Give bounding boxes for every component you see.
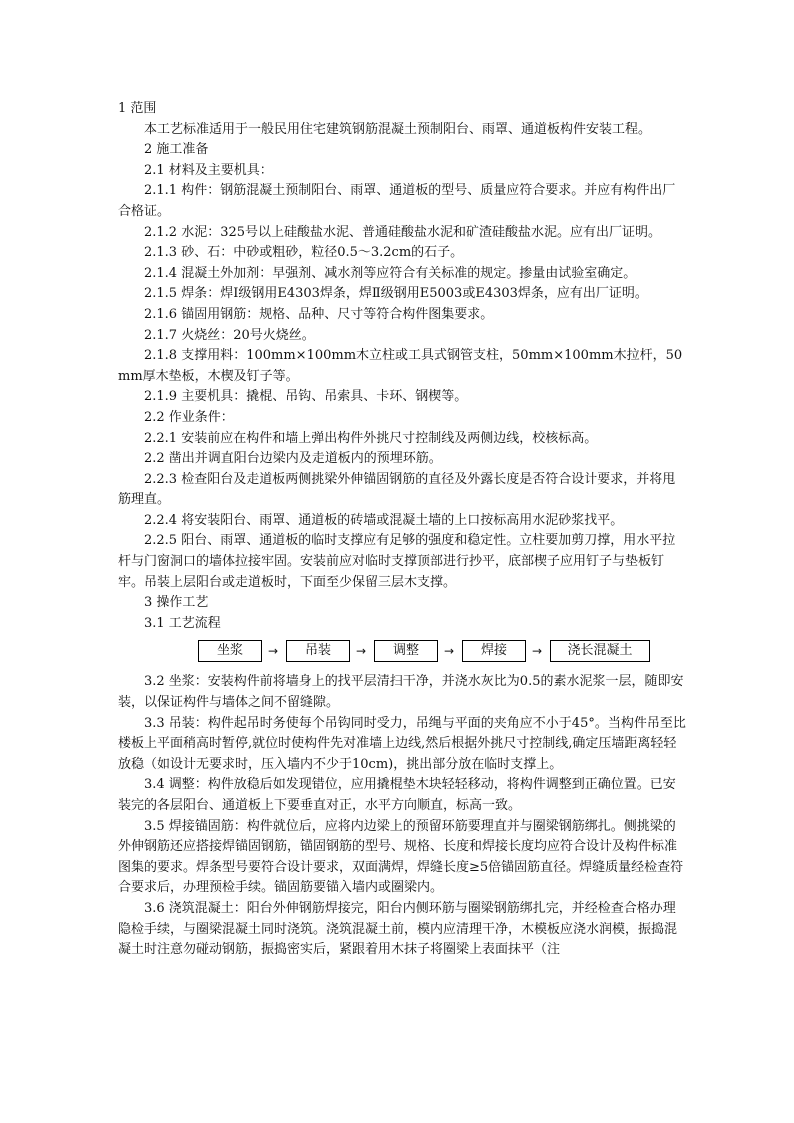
paragraph: 2.1.2 水泥：325号以上硅酸盐水泥、普通硅酸盐水泥和矿渣硅酸盐水泥。应有出厂证明。	[144, 224, 662, 240]
paragraph: 2.1.4 混凝土外加剂：早强剂、减水剂等应符合有关标准的规定。掺量由试验室确定。	[144, 265, 637, 281]
flow-arrow: →	[444, 644, 455, 659]
paragraph: 2.1.6 锚固用钢筋：规格、品种、尺寸等符合构件图集要求。	[144, 306, 494, 322]
flow-step-box: 吊装	[286, 640, 350, 662]
flow-step-box: 焊接	[462, 640, 526, 662]
flow-step-box: 坐浆	[198, 640, 262, 662]
paragraph: 本工艺标准适用于一般民用住宅建筑钢筋混凝土预制阳台、雨罩、通道板构件安装工程。	[144, 121, 652, 137]
flow-arrow: →	[268, 644, 279, 659]
subsection-heading: 2.2 作业条件：	[144, 409, 234, 425]
paragraph: 3.4 调整：构件放稳后如发现错位，应用撬棍垫木块轻轻移动，将构件调整到正确位置。已安装完的各层阳台、通道板上下要垂直对正，水平方向顺直，标高一致。	[118, 777, 676, 813]
subsection-heading: 3.1 工艺流程	[144, 615, 221, 631]
paragraph: 2.1.1 构件：钢筋混凝土预制阳台、雨罩、通道板的型号、质量应符合要求。并应有构件出厂合格证。	[118, 183, 676, 219]
flow-step-box: 调整	[374, 640, 438, 662]
paragraph: 2.2 凿出并调直阳台边梁内及走道板内的预埋环筋。	[144, 451, 442, 467]
flow-arrow: →	[356, 644, 367, 659]
paragraph: 2.2.5 阳台、雨罩、通道板的临时支撑应有足够的强度和稳定性。立柱要加剪刀撑，用水平拉杆与门窗洞口的墙体拉接牢固。安装前应对临时支撑顶部进行抄平，底部楔子应用钉子与垫板钉牢。吊装上层阳台或走道板时，下面至少保留三层木支撑。	[118, 533, 676, 590]
document-body	[118, 99, 688, 961]
flow-arrow: →	[532, 644, 543, 659]
paragraph: 3.6 浇筑混凝土：阳台外伸钢筋焊接完，阳台内侧环筋与圈梁钢筋绑扎完，并经检查合格办理隐检手续，与圈梁混凝土同时浇筑。浇筑混凝土前，模内应清理干净，木模板应浇水润模，振捣混凝土时注意勿碰动钢筋，振捣密实后，紧跟着用木抹子将圈梁上表面抹平（注	[118, 900, 678, 958]
paragraph: 2.1.5 焊条：焊Ⅰ级钢用E4303焊条，焊Ⅱ级钢用E5003或E4303焊条，应有出厂证明。	[144, 286, 648, 302]
paragraph: 2.2.4 将安装阳台、雨罩、通道板的砖墙或混凝土墙的上口按标高用水泥砂浆找平。	[144, 512, 624, 528]
section-heading: 2 施工准备	[144, 142, 209, 158]
paragraph: 3.3 吊装：构件起吊时务使每个吊钩同时受力，吊绳与平面的夹角应不小于45°。当构件吊至比楼板上平面稍高时暂停,就位时使构件先对准墙上边线,然后根据外挑尺寸控制线,确定压墙距离轻轻放稳（如设计无要求时，压入墙内不少于10cm)，挑出部分放在临时支撑上。	[118, 715, 686, 772]
paragraph: 3.5 焊接锚固筋：构件就位后，应将内边梁上的预留环筋要理直并与圈梁钢筋绑扎。侧挑梁的外伸钢筋还应搭接焊锚固钢筋，锚固钢筋的型号、规格、长度和焊接长度均应符合设计及构件标准图集的要求。焊条型号要符合设计要求，双面满焊，焊缝长度≥5倍锚固筋直径。焊缝质量经检查符合要求后，办理预检手续。锚固筋要锚入墙内或圈梁内。	[118, 818, 684, 896]
section-heading: 3 操作工艺	[144, 595, 209, 611]
paragraph: 2.1.9 主要机具：撬棍、吊钩、吊索具、卡环、钢楔等。	[144, 389, 468, 405]
paragraph: 3.2 坐浆：安装构件前将墙身上的找平层清扫干净，并浇水灰比为0.5的素水泥浆一层，随即安装，以保证构件与墙体之间不留缝隙。	[118, 674, 684, 711]
flow-step-box: 浇长混凝土	[550, 640, 650, 662]
subsection-heading: 2.1 材料及主要机具：	[144, 162, 273, 178]
process-flow-diagram	[118, 636, 688, 672]
paragraph: 2.2.3 检查阳台及走道板两侧挑梁外伸锚固钢筋的直径及外露长度是否符合设计要求，并将甩筋理直。	[118, 471, 676, 508]
paragraph: 2.1.3 砂、石：中砂或粗砂，粒径0.5～3.2cm的石子。	[144, 245, 464, 261]
paragraph: 2.1.7 火烧丝：20号火烧丝。	[144, 327, 315, 343]
paragraph: 2.1.8 支撑用料：100mm×100mm木立柱或工具式钢管支柱，50mm×100mm木拉杆，50mm厚木垫板，木楔及钉子等。	[118, 348, 683, 384]
paragraph: 2.2.1 安装前应在构件和墙上弹出构件外挑尺寸控制线及两侧边线，校核标高。	[144, 430, 598, 446]
section-heading: 1 范围	[118, 101, 157, 116]
